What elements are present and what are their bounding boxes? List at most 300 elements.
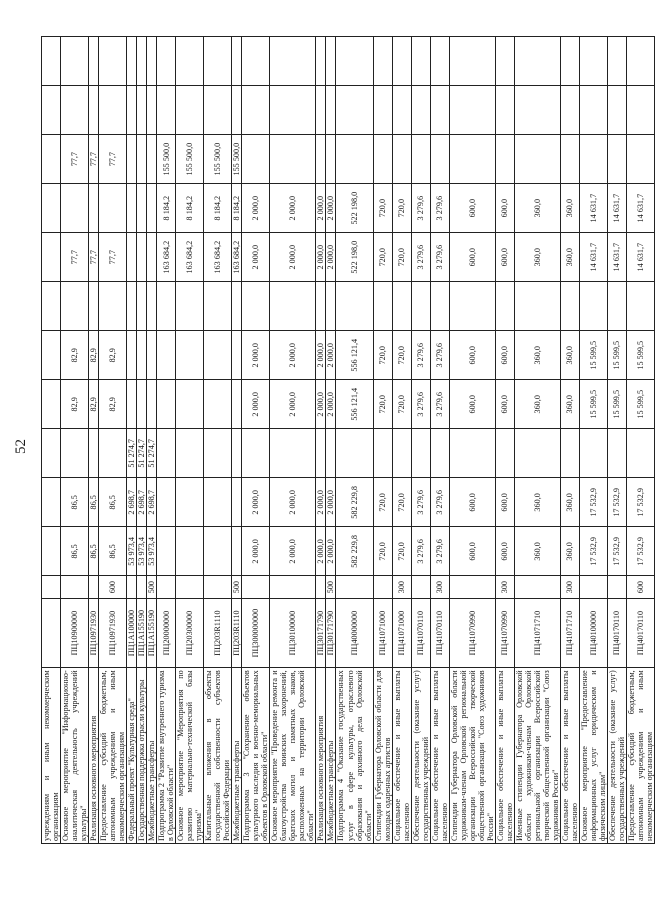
row-code-cell: ПЦ41070110 xyxy=(430,598,449,667)
row-value-cell: 82,9 xyxy=(61,331,89,380)
row-value-cell: 600,0 xyxy=(495,380,514,429)
row-value-cell: 86,5 xyxy=(89,527,99,576)
row-value-cell xyxy=(579,282,607,331)
row-value-cell xyxy=(607,429,626,478)
table-row xyxy=(270,37,316,844)
row-value-cell: 3 279,6 xyxy=(430,233,449,282)
row-value-cell: 3 279,6 xyxy=(430,331,449,380)
row-value-cell xyxy=(127,282,137,331)
row-value-cell xyxy=(242,86,270,135)
row-value-cell xyxy=(242,135,270,184)
row-value-cell xyxy=(157,86,176,135)
row-value-cell: 600,0 xyxy=(449,233,495,282)
row-code-cell: ПЦ40170110 xyxy=(626,598,654,667)
row-value-cell xyxy=(373,37,392,86)
row-value-cell: 86,5 xyxy=(99,527,127,576)
row-value-cell: 360,0 xyxy=(514,233,560,282)
row-value-cell xyxy=(42,233,61,282)
row-value-cell xyxy=(42,527,61,576)
row-kvr-cell xyxy=(411,576,430,598)
table-row xyxy=(495,37,514,844)
row-value-cell xyxy=(127,184,137,233)
row-value-cell xyxy=(137,135,147,184)
row-value-cell: 3 279,6 xyxy=(430,527,449,576)
row-value-cell xyxy=(449,86,495,135)
row-value-cell: 15 599,5 xyxy=(579,380,607,429)
row-value-cell: 600,0 xyxy=(449,478,495,527)
row-value-cell xyxy=(579,86,607,135)
table-row xyxy=(89,37,99,844)
row-value-cell xyxy=(137,233,147,282)
row-value-cell xyxy=(495,429,514,478)
row-value-cell xyxy=(176,282,204,331)
row-code-cell: ПЦ20300000 xyxy=(176,598,204,667)
budget-table xyxy=(41,36,655,844)
row-value-cell: 556 121,4 xyxy=(336,331,373,380)
row-value-cell: 14 631,7 xyxy=(579,184,607,233)
row-value-cell xyxy=(42,282,61,331)
row-value-cell xyxy=(89,86,99,135)
row-value-cell xyxy=(579,37,607,86)
row-value-cell xyxy=(137,282,147,331)
row-code-cell: ПЦ41071000 xyxy=(392,598,411,667)
row-value-cell: 556 121,4 xyxy=(336,380,373,429)
table-row xyxy=(626,37,654,844)
row-value-cell: 15 599,5 xyxy=(579,331,607,380)
row-name-cell: Стипендии Губернатора Орловской области художникам-членам Орловской региональной организации Всероссийской творческой общественной организации "Союз художников России" xyxy=(449,668,495,844)
row-value-cell xyxy=(157,380,176,429)
table-body xyxy=(42,37,655,844)
row-value-cell: 600,0 xyxy=(495,478,514,527)
row-name-cell: Межбюджетные трансферты xyxy=(326,668,336,844)
row-value-cell: 15 599,5 xyxy=(607,331,626,380)
row-value-cell xyxy=(326,135,336,184)
table-row xyxy=(607,37,626,844)
row-value-cell: 720,0 xyxy=(392,527,411,576)
row-value-cell xyxy=(147,86,157,135)
row-value-cell xyxy=(560,282,579,331)
row-value-cell xyxy=(89,37,99,86)
row-value-cell: 720,0 xyxy=(392,478,411,527)
row-value-cell xyxy=(579,429,607,478)
row-value-cell: 600,0 xyxy=(495,527,514,576)
row-value-cell: 77,7 xyxy=(89,233,99,282)
row-value-cell xyxy=(137,86,147,135)
row-value-cell: 17 532,9 xyxy=(626,527,654,576)
row-value-cell xyxy=(127,86,137,135)
table-row xyxy=(232,37,242,844)
row-value-cell xyxy=(560,37,579,86)
row-value-cell xyxy=(336,86,373,135)
row-value-cell xyxy=(607,135,626,184)
row-name-cell: Основное мероприятие "Проведение ремонта и благоустройства воинских захоронений, братских могил и памятных знаков, расположенных на территории Орловской области" xyxy=(270,668,316,844)
row-value-cell xyxy=(270,86,316,135)
row-value-cell: 2 000,0 xyxy=(326,184,336,233)
row-value-cell: 3 279,6 xyxy=(411,478,430,527)
row-name-cell: Обеспечение деятельности (оказание услуг) государственных учреждений xyxy=(411,668,430,844)
row-code-cell: ПЦ1А155190 xyxy=(147,598,157,667)
row-value-cell: 15 599,5 xyxy=(626,331,654,380)
row-value-cell xyxy=(137,37,147,86)
row-value-cell xyxy=(232,86,242,135)
row-value-cell xyxy=(560,429,579,478)
row-value-cell: 600,0 xyxy=(449,331,495,380)
row-value-cell xyxy=(204,527,232,576)
row-value-cell xyxy=(42,429,61,478)
row-value-cell: 3 279,6 xyxy=(430,184,449,233)
row-value-cell: 2 000,0 xyxy=(270,527,316,576)
row-value-cell xyxy=(176,478,204,527)
row-value-cell: 3 279,6 xyxy=(411,233,430,282)
row-value-cell: 2 698,7 xyxy=(137,478,147,527)
row-value-cell: 2 698,7 xyxy=(147,478,157,527)
row-value-cell: 163 684,2 xyxy=(232,233,242,282)
table-row xyxy=(147,37,157,844)
row-value-cell xyxy=(61,86,89,135)
row-kvr-cell xyxy=(316,576,326,598)
row-value-cell xyxy=(61,429,89,478)
row-value-cell: 14 631,7 xyxy=(607,184,626,233)
row-value-cell: 720,0 xyxy=(373,380,392,429)
row-value-cell: 53 973,4 xyxy=(127,527,137,576)
row-value-cell xyxy=(99,86,127,135)
row-value-cell: 2 000,0 xyxy=(326,331,336,380)
row-value-cell: 14 631,7 xyxy=(626,233,654,282)
page-number: 52 xyxy=(13,439,29,454)
row-value-cell xyxy=(137,380,147,429)
row-kvr-cell xyxy=(89,576,99,598)
row-value-cell xyxy=(89,429,99,478)
row-value-cell xyxy=(449,429,495,478)
row-value-cell xyxy=(242,282,270,331)
row-value-cell xyxy=(392,86,411,135)
row-value-cell: 2 000,0 xyxy=(270,331,316,380)
row-value-cell xyxy=(316,37,326,86)
row-value-cell: 360,0 xyxy=(560,331,579,380)
row-value-cell: 77,7 xyxy=(61,233,89,282)
row-name-cell: Социальное обеспечение и иные выплаты населению xyxy=(392,668,411,844)
row-value-cell: 155 500,0 xyxy=(232,135,242,184)
row-value-cell xyxy=(326,282,336,331)
row-value-cell: 3 279,6 xyxy=(411,331,430,380)
row-value-cell: 360,0 xyxy=(514,331,560,380)
row-value-cell xyxy=(42,184,61,233)
row-value-cell xyxy=(449,37,495,86)
row-code-cell: ПЦ41071000 xyxy=(373,598,392,667)
row-value-cell: 77,7 xyxy=(61,135,89,184)
row-kvr-cell: 300 xyxy=(560,576,579,598)
row-value-cell: 2 000,0 xyxy=(326,478,336,527)
row-value-cell: 3 279,6 xyxy=(411,184,430,233)
row-value-cell xyxy=(204,331,232,380)
row-value-cell xyxy=(127,233,137,282)
row-value-cell xyxy=(157,478,176,527)
row-code-cell: ПЦ41071710 xyxy=(514,598,560,667)
row-value-cell xyxy=(495,37,514,86)
row-value-cell xyxy=(626,37,654,86)
row-value-cell xyxy=(430,86,449,135)
row-value-cell xyxy=(42,331,61,380)
row-value-cell xyxy=(270,135,316,184)
row-value-cell: 720,0 xyxy=(373,331,392,380)
row-value-cell: 8 184,2 xyxy=(157,184,176,233)
row-kvr-cell xyxy=(157,576,176,598)
row-name-cell: Межбюджетные трансферты xyxy=(147,668,157,844)
row-kvr-cell: 500 xyxy=(147,576,157,598)
row-value-cell: 582 229,8 xyxy=(336,478,373,527)
row-value-cell xyxy=(326,37,336,86)
row-value-cell: 600,0 xyxy=(495,331,514,380)
row-value-cell xyxy=(514,429,560,478)
row-kvr-cell xyxy=(514,576,560,598)
row-code-cell: ПЦ40170110 xyxy=(607,598,626,667)
row-value-cell: 2 000,0 xyxy=(316,527,326,576)
row-value-cell: 14 631,7 xyxy=(579,233,607,282)
row-value-cell xyxy=(336,37,373,86)
row-value-cell: 600,0 xyxy=(495,184,514,233)
row-value-cell xyxy=(42,380,61,429)
row-value-cell: 163 684,2 xyxy=(157,233,176,282)
row-value-cell xyxy=(411,429,430,478)
row-value-cell xyxy=(232,380,242,429)
row-value-cell: 82,9 xyxy=(89,380,99,429)
row-value-cell: 2 000,0 xyxy=(242,331,270,380)
row-kvr-cell: 500 xyxy=(326,576,336,598)
row-name-cell: Основное мероприятие "Мероприятия по развитию материально-технической базы туризма" xyxy=(176,668,204,844)
table-row xyxy=(316,37,326,844)
row-value-cell xyxy=(157,282,176,331)
row-code-cell: ПЦ40000000 xyxy=(336,598,373,667)
row-value-cell: 2 000,0 xyxy=(270,184,316,233)
row-value-cell: 600,0 xyxy=(449,527,495,576)
row-value-cell: 720,0 xyxy=(373,184,392,233)
row-value-cell xyxy=(176,37,204,86)
row-value-cell: 2 698,7 xyxy=(127,478,137,527)
row-name-cell: Социальное обеспечение и иные выплаты населению xyxy=(495,668,514,844)
row-value-cell: 53 973,4 xyxy=(147,527,157,576)
row-name-cell: Основное мероприятие "Информационно-аналитическая деятельность учреждений культуры" xyxy=(61,668,89,844)
row-name-cell: Реализация основного мероприятия xyxy=(89,668,99,844)
row-kvr-cell: 300 xyxy=(495,576,514,598)
row-value-cell xyxy=(176,86,204,135)
row-value-cell: 600,0 xyxy=(449,184,495,233)
row-value-cell xyxy=(147,380,157,429)
row-value-cell xyxy=(42,86,61,135)
row-value-cell xyxy=(336,282,373,331)
row-name-cell: Подпрограмма 3 "Сохранение объектов культурного наследия и военно-мемориальных объектов в Орловской области" xyxy=(242,668,270,844)
row-value-cell xyxy=(61,282,89,331)
row-value-cell: 360,0 xyxy=(560,527,579,576)
row-value-cell xyxy=(373,282,392,331)
table-row xyxy=(430,37,449,844)
row-value-cell xyxy=(270,429,316,478)
row-value-cell xyxy=(626,282,654,331)
row-kvr-cell: 300 xyxy=(430,576,449,598)
table-row xyxy=(411,37,430,844)
budget-table-rotated xyxy=(41,36,654,844)
row-value-cell: 155 500,0 xyxy=(204,135,232,184)
row-value-cell: 720,0 xyxy=(392,380,411,429)
row-value-cell xyxy=(232,478,242,527)
row-value-cell xyxy=(411,135,430,184)
row-value-cell: 2 000,0 xyxy=(242,233,270,282)
row-code-cell: ПЦ1А155190 xyxy=(137,598,147,667)
row-code-cell: ПЦ41070990 xyxy=(449,598,495,667)
row-code-cell: ПЦ41070990 xyxy=(495,598,514,667)
row-value-cell xyxy=(99,37,127,86)
row-value-cell: 155 500,0 xyxy=(157,135,176,184)
row-value-cell xyxy=(204,478,232,527)
row-value-cell xyxy=(147,331,157,380)
row-value-cell xyxy=(411,86,430,135)
row-name-cell: Федеральный проект "Культурная среда" xyxy=(127,668,137,844)
row-value-cell xyxy=(316,135,326,184)
row-code-cell: ПЦ203R1110 xyxy=(232,598,242,667)
row-value-cell: 17 532,9 xyxy=(579,478,607,527)
table-row xyxy=(204,37,232,844)
row-value-cell xyxy=(176,527,204,576)
row-code-cell: ПЦ203R1110 xyxy=(204,598,232,667)
row-value-cell: 2 000,0 xyxy=(326,380,336,429)
row-value-cell: 3 279,6 xyxy=(411,527,430,576)
row-value-cell xyxy=(411,282,430,331)
row-value-cell: 86,5 xyxy=(89,478,99,527)
row-value-cell xyxy=(326,86,336,135)
row-code-cell: ПЦ1А100000 xyxy=(127,598,137,667)
row-value-cell xyxy=(147,282,157,331)
row-value-cell xyxy=(430,282,449,331)
row-value-cell xyxy=(127,135,137,184)
row-value-cell xyxy=(392,135,411,184)
row-value-cell: 2 000,0 xyxy=(242,380,270,429)
row-value-cell xyxy=(514,86,560,135)
row-name-cell: Капитальные вложения в объекты государственной собственности субъектов Российской Федерации xyxy=(204,668,232,844)
row-value-cell: 720,0 xyxy=(392,184,411,233)
row-value-cell xyxy=(270,37,316,86)
table-row xyxy=(326,37,336,844)
row-value-cell xyxy=(42,478,61,527)
row-value-cell xyxy=(514,282,560,331)
row-value-cell xyxy=(626,429,654,478)
row-value-cell xyxy=(204,429,232,478)
row-value-cell xyxy=(232,527,242,576)
row-name-cell: Предоставление субсидий бюджетным, автономным учреждениям и иным некоммерческим организациям xyxy=(99,668,127,844)
row-value-cell: 2 000,0 xyxy=(316,380,326,429)
row-value-cell: 720,0 xyxy=(392,233,411,282)
row-value-cell: 17 532,9 xyxy=(626,478,654,527)
table-row xyxy=(157,37,176,844)
row-value-cell xyxy=(560,86,579,135)
row-code-cell: ПЦ40100000 xyxy=(579,598,607,667)
row-name-cell: Предоставление субсидий бюджетным, автономным учреждениям и иным некоммерческим организациям xyxy=(626,668,654,844)
row-value-cell xyxy=(127,331,137,380)
row-value-cell xyxy=(392,429,411,478)
row-value-cell xyxy=(147,135,157,184)
row-value-cell: 15 599,5 xyxy=(607,380,626,429)
row-name-cell: учреждениям и иным некоммерческим организациям xyxy=(42,668,61,844)
row-value-cell xyxy=(232,37,242,86)
table-row xyxy=(514,37,560,844)
row-value-cell: 82,9 xyxy=(99,380,127,429)
row-value-cell: 360,0 xyxy=(514,527,560,576)
row-name-cell: Именные стипендии Губернатора Орловской области художникам-членам Орловской региональной организации Всероссийской творческой общественной организации "Союз художников России" xyxy=(514,668,560,844)
table-row xyxy=(373,37,392,844)
row-value-cell: 600,0 xyxy=(449,380,495,429)
row-value-cell xyxy=(430,429,449,478)
row-value-cell xyxy=(336,135,373,184)
row-value-cell xyxy=(204,380,232,429)
row-value-cell xyxy=(204,282,232,331)
row-kvr-cell xyxy=(242,576,270,598)
row-value-cell: 582 229,8 xyxy=(336,527,373,576)
row-value-cell: 86,5 xyxy=(99,478,127,527)
row-code-cell: ПЦ41070110 xyxy=(411,598,430,667)
row-value-cell xyxy=(61,37,89,86)
row-kvr-cell: 500 xyxy=(232,576,242,598)
row-value-cell: 2 000,0 xyxy=(316,478,326,527)
row-value-cell xyxy=(157,37,176,86)
row-value-cell xyxy=(61,184,89,233)
row-value-cell: 2 000,0 xyxy=(242,184,270,233)
row-value-cell: 17 532,9 xyxy=(579,527,607,576)
row-value-cell xyxy=(411,37,430,86)
row-value-cell xyxy=(607,37,626,86)
table-row xyxy=(336,37,373,844)
table-row xyxy=(560,37,579,844)
row-value-cell: 77,7 xyxy=(89,135,99,184)
row-value-cell xyxy=(495,135,514,184)
row-value-cell: 2 000,0 xyxy=(270,380,316,429)
row-name-cell: Основное мероприятие "Предоставление информационных услуг юридическим и физическим лицам" xyxy=(579,668,607,844)
row-value-cell xyxy=(42,135,61,184)
row-kvr-cell xyxy=(204,576,232,598)
row-value-cell xyxy=(147,184,157,233)
row-value-cell xyxy=(316,86,326,135)
row-kvr-cell: 600 xyxy=(626,576,654,598)
row-code-cell: ПЦ20000000 xyxy=(157,598,176,667)
table-row xyxy=(176,37,204,844)
row-value-cell xyxy=(430,135,449,184)
row-value-cell: 14 631,7 xyxy=(626,184,654,233)
row-kvr-cell xyxy=(42,576,61,598)
row-value-cell: 53 973,4 xyxy=(137,527,147,576)
row-value-cell xyxy=(137,184,147,233)
row-kvr-cell xyxy=(336,576,373,598)
row-code-cell: ПЦ30171790 xyxy=(326,598,336,667)
row-value-cell xyxy=(204,86,232,135)
row-value-cell xyxy=(373,135,392,184)
row-value-cell: 360,0 xyxy=(560,380,579,429)
row-code-cell: ПЦ10971930 xyxy=(99,598,127,667)
row-value-cell xyxy=(270,282,316,331)
row-code-cell: ПЦ10900000 xyxy=(61,598,89,667)
row-value-cell xyxy=(127,37,137,86)
table-row xyxy=(99,37,127,844)
row-value-cell xyxy=(326,429,336,478)
row-value-cell xyxy=(514,135,560,184)
row-value-cell xyxy=(514,37,560,86)
row-value-cell: 163 684,2 xyxy=(204,233,232,282)
row-value-cell: 163 684,2 xyxy=(176,233,204,282)
row-value-cell: 8 184,2 xyxy=(204,184,232,233)
row-name-cell: Подпрограмма 4 "Оказание государственных услуг в сфере культуры, отраслевого образования и архивного дела Орловской области" xyxy=(336,668,373,844)
table-row xyxy=(449,37,495,844)
row-value-cell: 360,0 xyxy=(560,478,579,527)
row-value-cell: 77,7 xyxy=(99,135,127,184)
row-value-cell: 600,0 xyxy=(495,233,514,282)
row-code-cell: ПЦ300000000 xyxy=(242,598,270,667)
row-value-cell: 17 532,9 xyxy=(607,527,626,576)
